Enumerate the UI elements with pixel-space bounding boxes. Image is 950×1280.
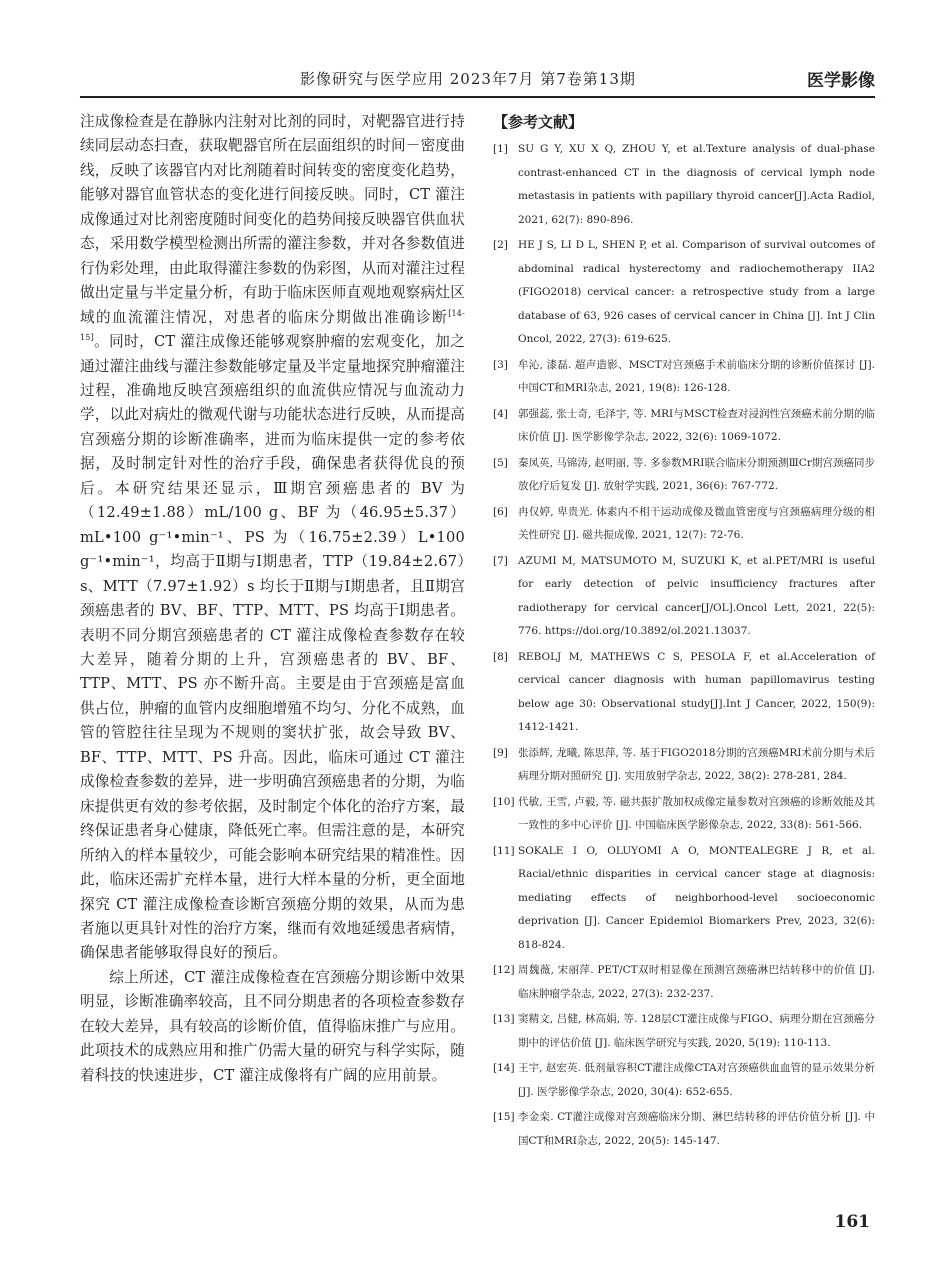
reference-text: 周魏薇, 宋丽萍. PET/CT双时相显像在预测宫颈癌淋巴结转移中的价值 [J]. 临床肿瘤学杂志, 2022, 27(3): 232-237. — [518, 964, 875, 1000]
reference-number: [6] — [493, 505, 508, 518]
reference-item — [493, 138, 875, 232]
reference-text: 王宇, 赵宏英. 低剂量容积CT灌注成像CTA对宫颈癌供血血管的显示效果分析 [J]. 医学影像学杂志, 2020, 30(4): 652-655. — [518, 1062, 875, 1098]
reference-text: HE J S, LI D L, SHEN P, et al. Comparison of survival outcomes of abdominal radical hysterectomy and radiochemotherapy IIA2 (FIGO2018) cervical cancer: a retrospective study from a large database of 63, 926 cases of cervical cancer in China [J]. Int J Clin Oncol, 2022, 27(3): 619-625. — [518, 239, 875, 345]
references-column — [493, 110, 875, 1155]
reference-text: REBOLJ M, MATHEWS C S, PESOLA F, et al.Acceleration of cervical cancer diagnosis with human papillomavirus testing below age 30: Observational study[J].Int J Cancer, 2022, 150(9): 1412-1421. — [518, 650, 875, 733]
reference-text: 代敏, 王雪, 卢毅, 等. 磁共振扩散加权成像定量参数对宫颈癌的诊断效能及其一致性的多中心评价 [J]. 中国临床医学影像杂志, 2022, 33(8): 561-566. — [518, 795, 875, 831]
reference-item — [493, 234, 875, 352]
body-text-column — [80, 110, 465, 1088]
reference-text: 张添辉, 龙曦, 陈思萍, 等. 基于FIGO2018分期的宫颈癌MRI术前分期与术后病理分期对照研究 [J]. 实用放射学杂志, 2022, 38(2): 278-281, 284. — [518, 746, 875, 782]
reference-item — [493, 1106, 875, 1153]
paragraph-text: 。同时，CT 灌注成像还能够观察肿瘤的宏观变化，加之通过灌注曲线与灌注参数能够定量及半定量地探究肿瘤灌注过程，准确地反映宫颈癌组织的血流供应情况与血流动力学，以此对病灶的微观代谢与功能状态进行反映，从而提高宫颈癌分期的诊断准确率，进而为临床提供一定的参考依据，及时制定针对性的治疗手段，确保患者获得优良的预后。本研究结果还显示，Ⅲ期宫颈癌患者的 BV 为（12.49±1.88）mL/100 g、BF 为（46.95±5.37）mL•100 g⁻¹•min⁻¹、PS 为（16.75±2.39）L•100 g⁻¹•min⁻¹，均高于Ⅱ期与Ⅰ期患者，TTP（19.84±2.67）s、MTT（7.97±1.92）s 均长于Ⅱ期与Ⅰ期患者，且Ⅱ期宫颈癌患者的 BV、BF、TTP、MTT、PS 均高于Ⅰ期患者。表明不同分期宫颈癌患者的 CT 灌注成像检查参数存在较大差异，随着分期的上升，宫颈癌患者的 BV、BF、TTP、MTT、PS 亦不断升高。主要是由于宫颈癌是富血供占位，肿瘤的血管内皮细胞增殖不均匀、分化不成熟，血管的管腔往往呈现为不规则的窦状扩张，故会导致 BV、BF、TTP、MTT、PS 升高。因此，临床可通过 CT 灌注成像检查参数的差异，进一步明确宫颈癌患者的分期，为临床提供更有效的参考依据，及时制定个体化的治疗方案，最终保证患者身心健康，降低死亡率。但需注意的是，本研究所纳入的样本量较少，可能会影响本研究结果的精准性。因此，临床还需扩充样本量，进行大样本量的分析，更全面地探究 CT 灌注成像检查诊断宫颈癌分期的效果，从而为患者施以更具针对性的治疗方案，继而有效地延缓患者病情，确保患者能够取得良好的预后。 — [80, 333, 465, 962]
journal-info: 影像研究与医学应用 2023年7月 第7卷第13期 — [300, 70, 636, 88]
page-header — [80, 62, 875, 98]
reference-text: SU G Y, XU X Q, ZHOU Y, et al.Texture analysis of dual-phase contrast-enhanced CT in the diagnosis of cervical lymph node metastasis in patients with papillary thyroid cancer[J].Acta Radiol, 2021, 62(7): 890-896. — [518, 143, 875, 226]
reference-text: 秦凤英, 马锦涛, 赵明丽, 等. 多参数MRI联合临床分期预测ⅢCr期宫颈癌同步放化疗后复发 [J]. 放射学实践, 2021, 36(6): 767-772. — [518, 456, 875, 492]
reference-number: [1] — [493, 143, 508, 155]
reference-item — [493, 791, 875, 838]
body-paragraph: 综上所述，CT 灌注成像检查在宫颈癌分期诊断中效果明显，诊断准确率较高，且不同分期患者的各项检查参数存在较大差异，具有较高的诊断价值，值得临床推广与应用。此项技术的成熟应用和推广仍需大量的研究与科学实际，随着科技的快速进步，CT 灌注成像将有广阔的应用前景。 — [80, 968, 465, 1084]
reference-number: [2] — [493, 239, 508, 251]
references-title: 【参考文献】 — [493, 113, 584, 131]
reference-number: [10] — [493, 795, 515, 808]
reference-number: [8] — [493, 650, 508, 663]
reference-item — [493, 1008, 875, 1055]
reference-number: [3] — [493, 358, 508, 371]
reference-item — [493, 501, 875, 548]
reference-number: [11] — [493, 844, 515, 857]
reference-text: 李金栾. CT灌注成像对宫颈癌临床分期、淋巴结转移的评估价值分析 [J]. 中国CT和MRI杂志, 2022, 20(5): 145-147. — [518, 1111, 875, 1147]
reference-item — [493, 550, 875, 644]
citation: [14-15] — [80, 308, 465, 343]
reference-item — [493, 646, 875, 740]
reference-text: 冉仅婷, 卑贵光. 体素内不相干运动成像及微血管密度与宫颈癌病理分级的相关性研究 [J]. 磁共振成像, 2021, 12(7): 72-76. — [518, 505, 875, 541]
body-paragraph — [80, 110, 465, 966]
reference-number: [13] — [493, 1013, 515, 1025]
page-number: 161 — [834, 1212, 870, 1232]
reference-item — [493, 1057, 875, 1104]
reference-item — [493, 354, 875, 401]
section-title: 医学影像 — [807, 71, 875, 91]
reference-number: [4] — [493, 407, 508, 420]
reference-number: [12] — [493, 964, 515, 976]
reference-text: 牟沁, 漆磊. 超声造影、MSCT对宫颈癌手术前临床分期的诊断价值探讨 [J]. 中国CT和MRI杂志, 2021, 19(8): 126-128. — [518, 358, 875, 394]
reference-item — [493, 403, 875, 450]
reference-item — [493, 959, 875, 1006]
reference-item — [493, 742, 875, 789]
reference-text: 郭强蕊, 张士奇, 毛泽宇, 等. MRI与MSCT检查对浸润性宫颈癌术前分期的临床价值 [J]. 医学影像学杂志, 2022, 32(6): 1069-1072. — [518, 407, 875, 443]
reference-number: [14] — [493, 1062, 515, 1074]
reference-number: [9] — [493, 746, 508, 759]
reference-number: [5] — [493, 456, 508, 469]
reference-number: [15] — [493, 1111, 515, 1123]
reference-text: SOKALE I O, OLUYOMI A O, MONTEALEGRE J R, et al. Racial/ethnic disparities in cervical cancer stage at diagnosis: mediating effects of neighborhood-level socioeconomic deprivation [J]. Cancer Epidemiol Biomarkers Prev, 2023, 32(6): 818-824. — [518, 844, 875, 951]
reference-list — [493, 138, 875, 1153]
reference-text: 窦精文, 吕健, 林高娟, 等. 128层CT灌注成像与FIGO、病理分期在宫颈癌分期中的评估价值 [J]. 临床医学研究与实践, 2020, 5(19): 110-113. — [518, 1013, 875, 1049]
reference-number: [7] — [493, 554, 508, 567]
reference-item — [493, 840, 875, 958]
reference-text: AZUMI M, MATSUMOTO M, SUZUKI K, et al.PET/MRI is useful for early detection of pelvic insufficiency fractures after radiotherapy for cervical cancer[J/OL].Oncol Lett, 2021, 22(5): 776. https://doi.org/10.3892/ol.2021.13037. — [518, 554, 875, 637]
paragraph-text: 注成像检查是在静脉内注射对比剂的同时，对靶器官进行持续同层动态扫查，获取靶器官所在层面组织的时间－密度曲线，反映了该器官内对比剂随着时间转变的密度变化趋势，能够对器官血管状态的变化进行间接反映。同时，CT 灌注成像通过对比剂密度随时间变化的趋势间接反映器官供血状态，采用数学模型检测出所需的灌注参数，并对各参数值进行伪彩处理，由此取得灌注参数的伪彩图，从而对灌注过程做出定量与半定量分析，有助于临床医师直观地观察病灶区域的血流灌注情况，对患者的临床分期做出准确诊断 — [80, 113, 465, 326]
reference-item — [493, 452, 875, 499]
